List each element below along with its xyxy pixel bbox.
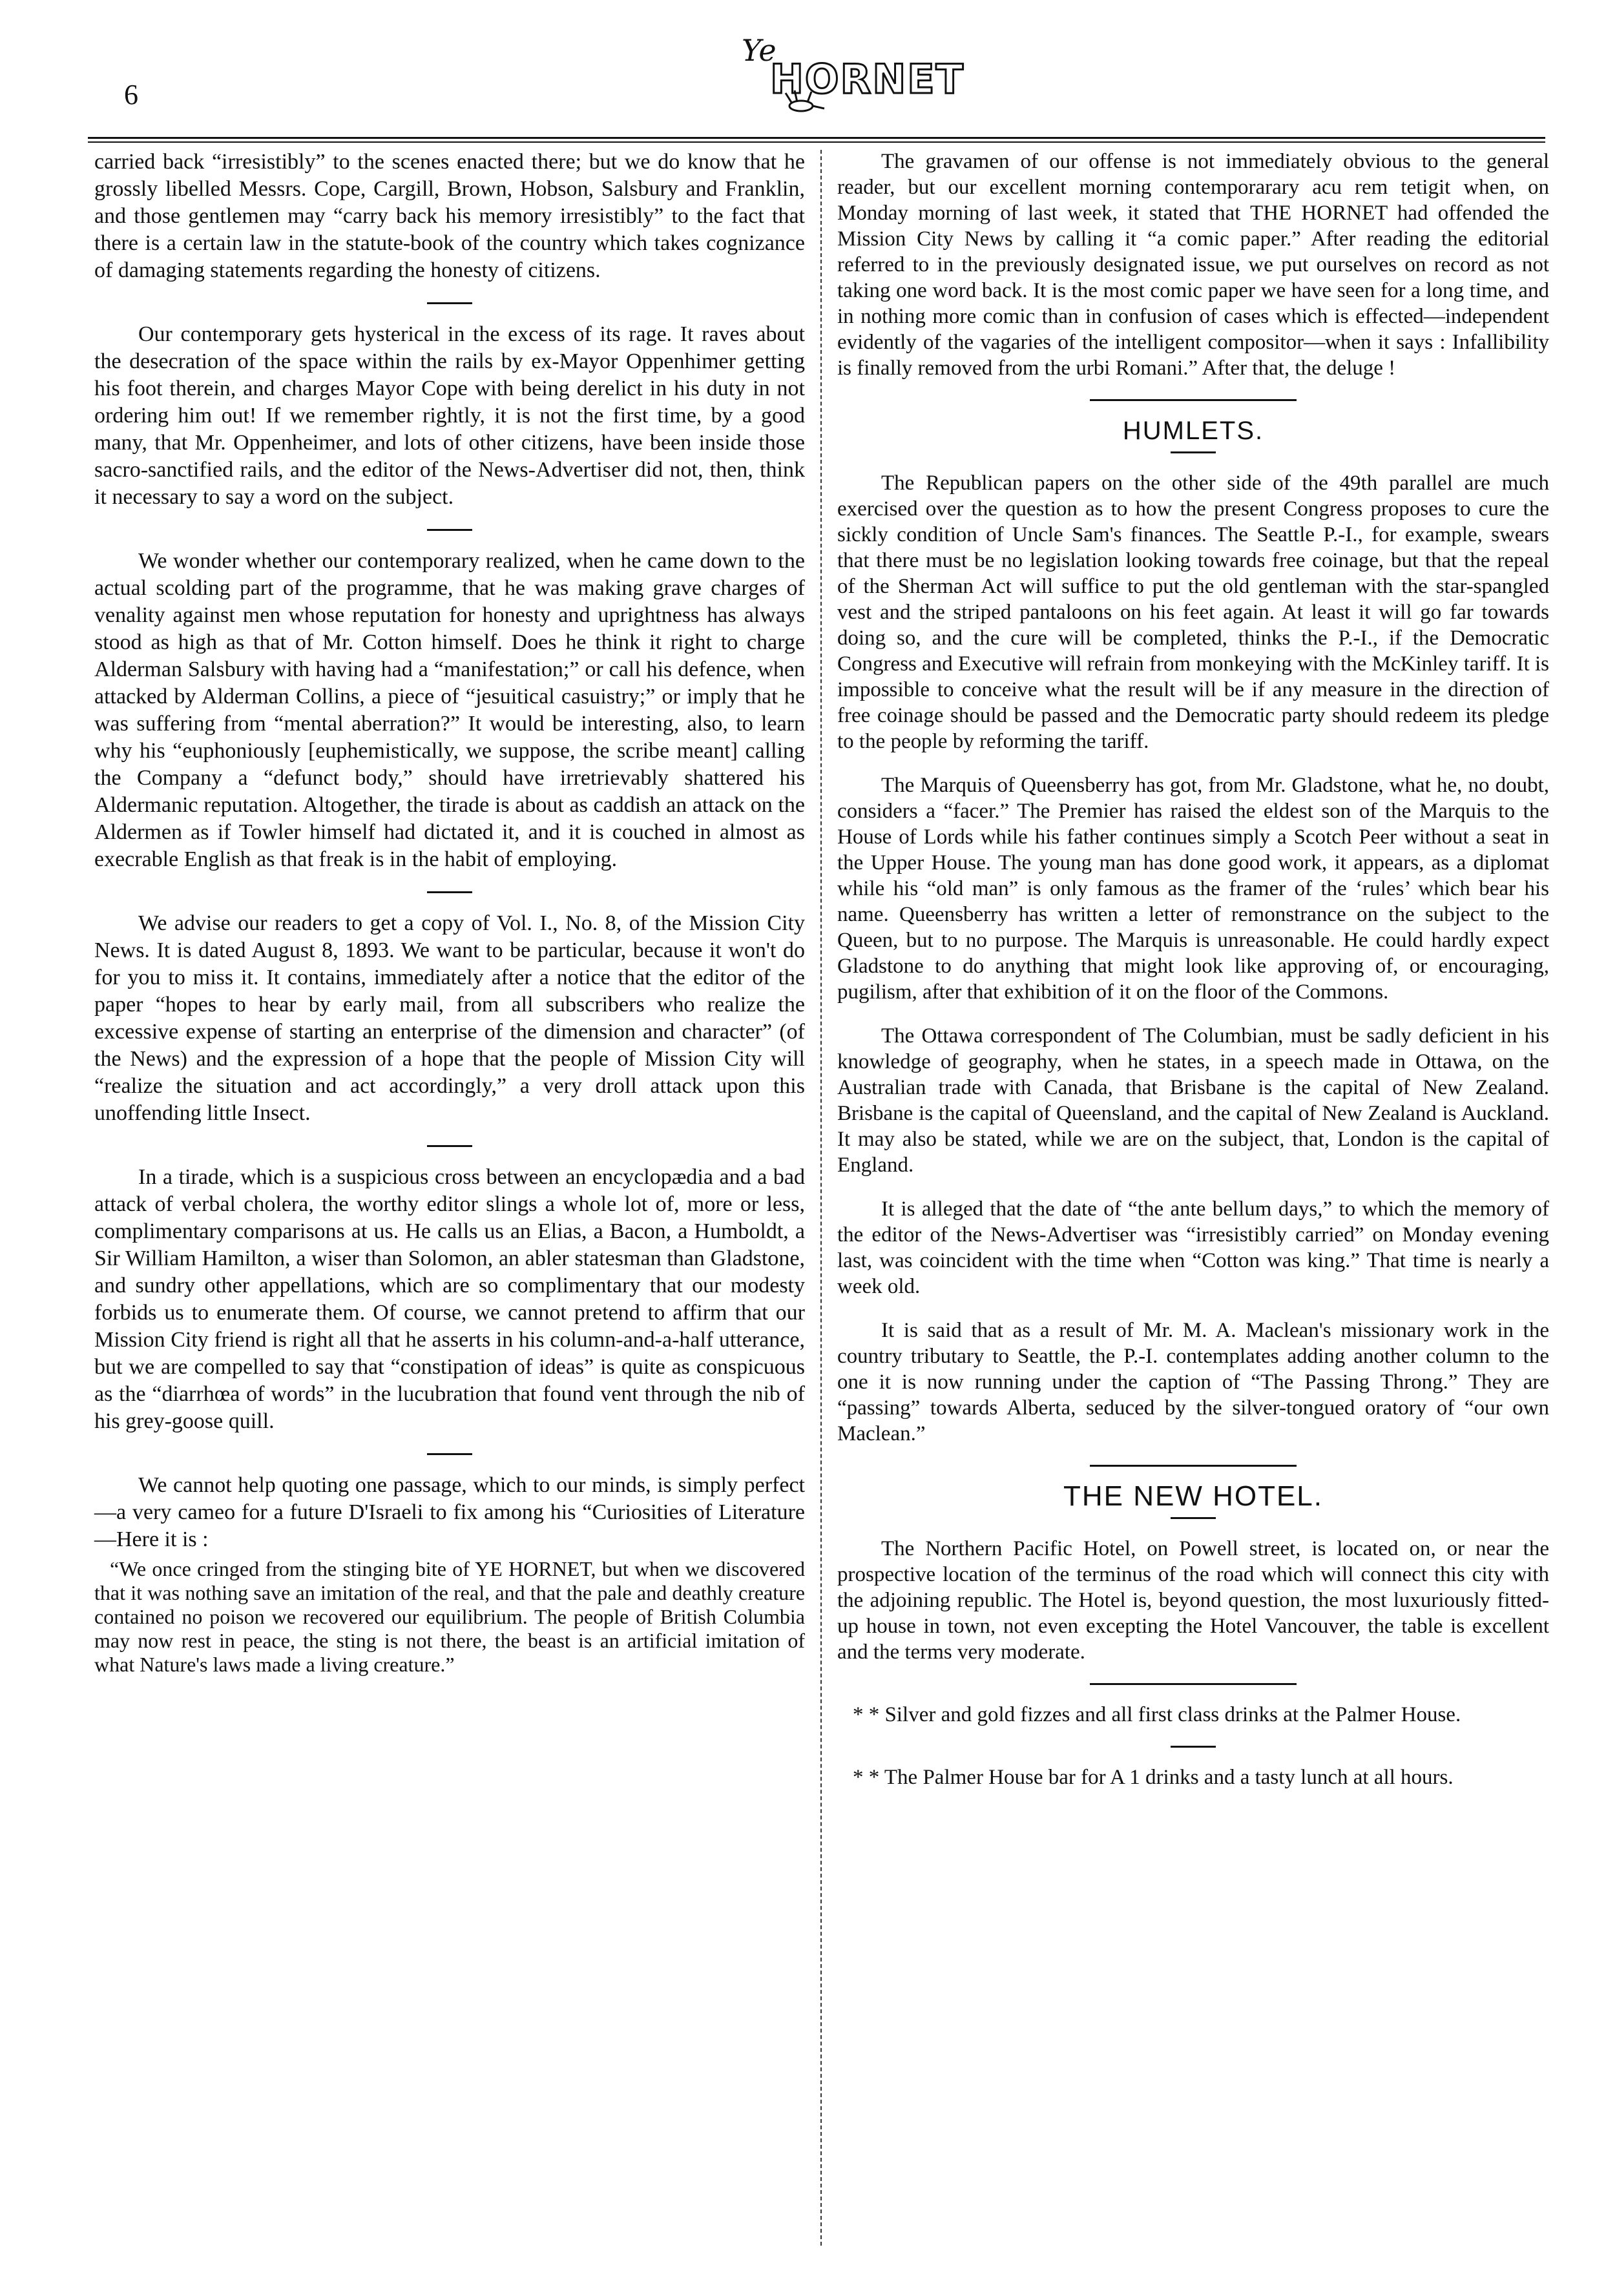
section-rule xyxy=(1171,1746,1216,1748)
section-rule xyxy=(427,302,472,304)
masthead-name: HORNET xyxy=(770,56,965,103)
section-rule xyxy=(1171,1517,1216,1519)
article-paragraph: It is said that as a result of Mr. M. A. Maclean's missionary work in the country tributary to Seattle, the P.-I. contemplates adding another column to the one it is now running under the caption of “The Passing Throng.” They are “passing” towards Alberta, seduced by the silver-tongued oratory of “our own Maclean.” xyxy=(837,1319,1549,1445)
article-paragraph: We advise our readers to get a copy of Vol. I., No. 8, of the Mission City News. It is dated August 8, 1893. We want to be particular, because it won't do for you to miss it. It contains, immediately after a notice that the editor of the paper “hopes to hear by early mail, from all subscribers who realize the excessive expense of starting an enterprise of the dimension and character” (of the News) and the expression of a hope that the people of Mission City will “realize the situation and act accordingly,” a very droll attack upon this unoffending little Insect. xyxy=(94,911,805,1125)
quoted-passage: “We once cringed from the stinging bite of YE HORNET, but when we discovered that it was nothing save an imitation of the real, and that the pale and deathly creature contained no poison we recovered our equilibrium. The people of British Columbia may now rest in peace, the sting is not there, the beast is an artificial imitation of what Nature's laws made a living creature.” xyxy=(94,1557,805,1676)
page-number: 6 xyxy=(124,79,138,110)
article-paragraph: carried back “irresistibly” to the scenes enacted there; but we do know that he grossly libelled Messrs. Cope, Cargill, Brown, Hobson, Salsbury and Franklin, and those gentlemen may “carry back his memory irresistibly” to the fact that there is a certain law in the statute-book of the country which takes cognizance of damaging statements regarding the honesty of citizens. xyxy=(94,150,805,282)
section-rule xyxy=(427,891,472,893)
left-column xyxy=(94,149,805,1677)
article-paragraph: The Ottawa correspondent of The Columbian, must be sadly deficient in his knowledge of geography, when he states, in a speech made in Ottawa, on the Australian trade with Canada, that Brisbane is the capital of New Zealand. Brisbane is the capital of Queensland, and the capital of New Zealand is Auckland. It may also be stated, while we are on the subject, that, London is the capital of England. xyxy=(837,1024,1549,1177)
article-paragraph: The Republican papers on the other side of the 49th parallel are much exercised over the question as to how the present Congress proposes to cure the sickly condition of Uncle Sam's finances. The Seattle P.-I., for example, swears that there must be no legislation looking towards free coinage, but that the repeal of the Sherman Act will suffice to put the old gentleman with the star-spangled vest and the striped pantaloons on his feet again. At least it will go far towards doing so, and the cure will be completed, thinks the P.-I., if the Democratic Congress and Executive will refrain from monkeying with the McKinley tariff. It is impossible to conceive what the result will be if any measure in the direction of free coinage should be passed and the Democratic party should redeem its pledge to the people by reforming the tariff. xyxy=(837,471,1549,753)
section-rule xyxy=(1090,399,1297,401)
section-rule xyxy=(427,1453,472,1455)
article-paragraph: The Marquis of Queensberry has got, from Mr. Gladstone, what he, no doubt, considers a “facer.” The Premier has raised the eldest son of the Marquis to the House of Lords while his father continues simply a Scotch Peer without a seat in the Upper House. The young man has done good work, it appears, as a diplomat while his “old man” is only famous as the framer of the ‘rules’ which bear his name. Queensberry has written a letter of remonstrance on the subject to the Queen, but to no purpose. The Marquis is unreasonable. He could hardly expect Gladstone to do anything that might look like approving of, or encouraging, pugilism, after that exhibition of it on the floor of the Commons. xyxy=(837,774,1549,1004)
masthead-rule xyxy=(88,137,1545,143)
article-paragraph: Our contemporary gets hysterical in the excess of its rage. It raves about the desecration of the space within the rails by ex-Mayor Oppenhimer getting his foot therein, and charges Mayor Cope with being derelict in his duty in not ordering him out! If we remember rightly, it is not the first time, by a good many, that Mr. Oppenheimer, and lots of other citizens, have been inside those sacro-sanctified rails, and the editor of the News-Advertiser did not, then, think it necessary to say a word on the subject. xyxy=(94,322,805,509)
section-rule xyxy=(1090,1683,1297,1685)
section-heading: THE NEW HOTEL. xyxy=(1063,1480,1324,1512)
article-paragraph: The gravamen of our offense is not immediately obvious to the general reader, but our excellent morning contemporarary acu rem tetigit when, on Monday morning of last week, it stated that THE HORNET had offended the Mission City News by calling it “a comic paper.” After reading the editorial referred to in the previously designated issue, we put ourselves on record as not taking one word back. It is the most comic paper we have seen for a long time, and in nothing more comic than in confusion of cases which is effected—independent evidently of the vagaries of the intelligent compositor—when it says : Infallibility is finally removed from the urbi Romani.” After that, the deluge ! xyxy=(837,150,1549,380)
article-paragraph: It is alleged that the date of “the ante bellum days,” to which the memory of the editor of the News-Advertiser was “irresistibly carried” on Monday evening last, was coincident with the time when “Cotton was king.” That time is nearly a week old. xyxy=(837,1197,1549,1298)
section-heading: HUMLETS. xyxy=(1122,417,1264,445)
article-paragraph: The Northern Pacific Hotel, on Powell street, is located on, or near the prospective location of the terminus of the road which will connect this city with the adjoining republic. The Hotel is, beyond question, the most luxuriously fitted-up house in town, not even excepting the Hotel Vancouver, the table is excellent and the terms very moderate. xyxy=(837,1537,1549,1664)
article-paragraph: In a tirade, which is a suspicious cross between an encyclopædia and a bad attack of verbal cholera, the worthy editor slings a whole lot of, more or less, complimentary comparisons at us. He calls us an Elias, a Bacon, a Humboldt, a Sir William Hamilton, a wiser than Solomon, an abler statesman than Gladstone, and sundry other appellations, which are so complimentary that our modesty forbids us to enumerate them. Of course, we cannot pretend to affirm that our Mission City friend is right all that he asserts in his column-and-a-half utterance, but we are compelled to say that “constipation of ideas” is quite as conspicuous as the “diarrhœa of words” in the lucubration that found vent through the nib of his grey-goose quill. xyxy=(94,1165,805,1433)
section-rule xyxy=(1090,1465,1297,1467)
article-paragraph: We wonder whether our contemporary realized, when he came down to the actual scolding part of the programme, that he was making grave charges of venality against men whose reputation for honesty and uprightness has always stood as high as that of Mr. Cotton himself. Does he think it right to charge Alderman Salsbury with having had a “manifestation;” or call his defence, when attacked by Alderman Collins, a piece of “jesuitical casuistry;” or imply that he was suffering from “mental aberration?” It would be interesting, also, to learn why his “euphoniously [euphemistically, we suppose, the scribe meant] calling the Company a “defunct body,” should have irretrievably shattered his Aldermanic reputation. Altogether, the tirade is about as caddish an attack on the Aldermen as if Towler himself had dictated it, and it is couched in almost as execrable English as that freak is in the habit of employing. xyxy=(94,549,805,871)
advert-notice: * * Silver and gold fizzes and all first class drinks at the Palmer House. xyxy=(853,1703,1461,1726)
advert-notice: * * The Palmer House bar for A 1 drinks and a tasty lunch at all hours. xyxy=(853,1766,1454,1789)
masthead-logo xyxy=(730,23,965,127)
masthead-ye: Ye xyxy=(742,33,777,68)
right-column xyxy=(837,149,1549,1808)
section-rule xyxy=(1171,451,1216,453)
section-rule xyxy=(427,1145,472,1147)
column-divider xyxy=(820,150,822,2246)
section-rule xyxy=(427,529,472,531)
article-paragraph: We cannot help quoting one passage, which to our minds, is simply perfect—a very cameo for a future D'Israeli to fix among his “Curiosities of Literature—Here it is : xyxy=(94,1473,805,1551)
